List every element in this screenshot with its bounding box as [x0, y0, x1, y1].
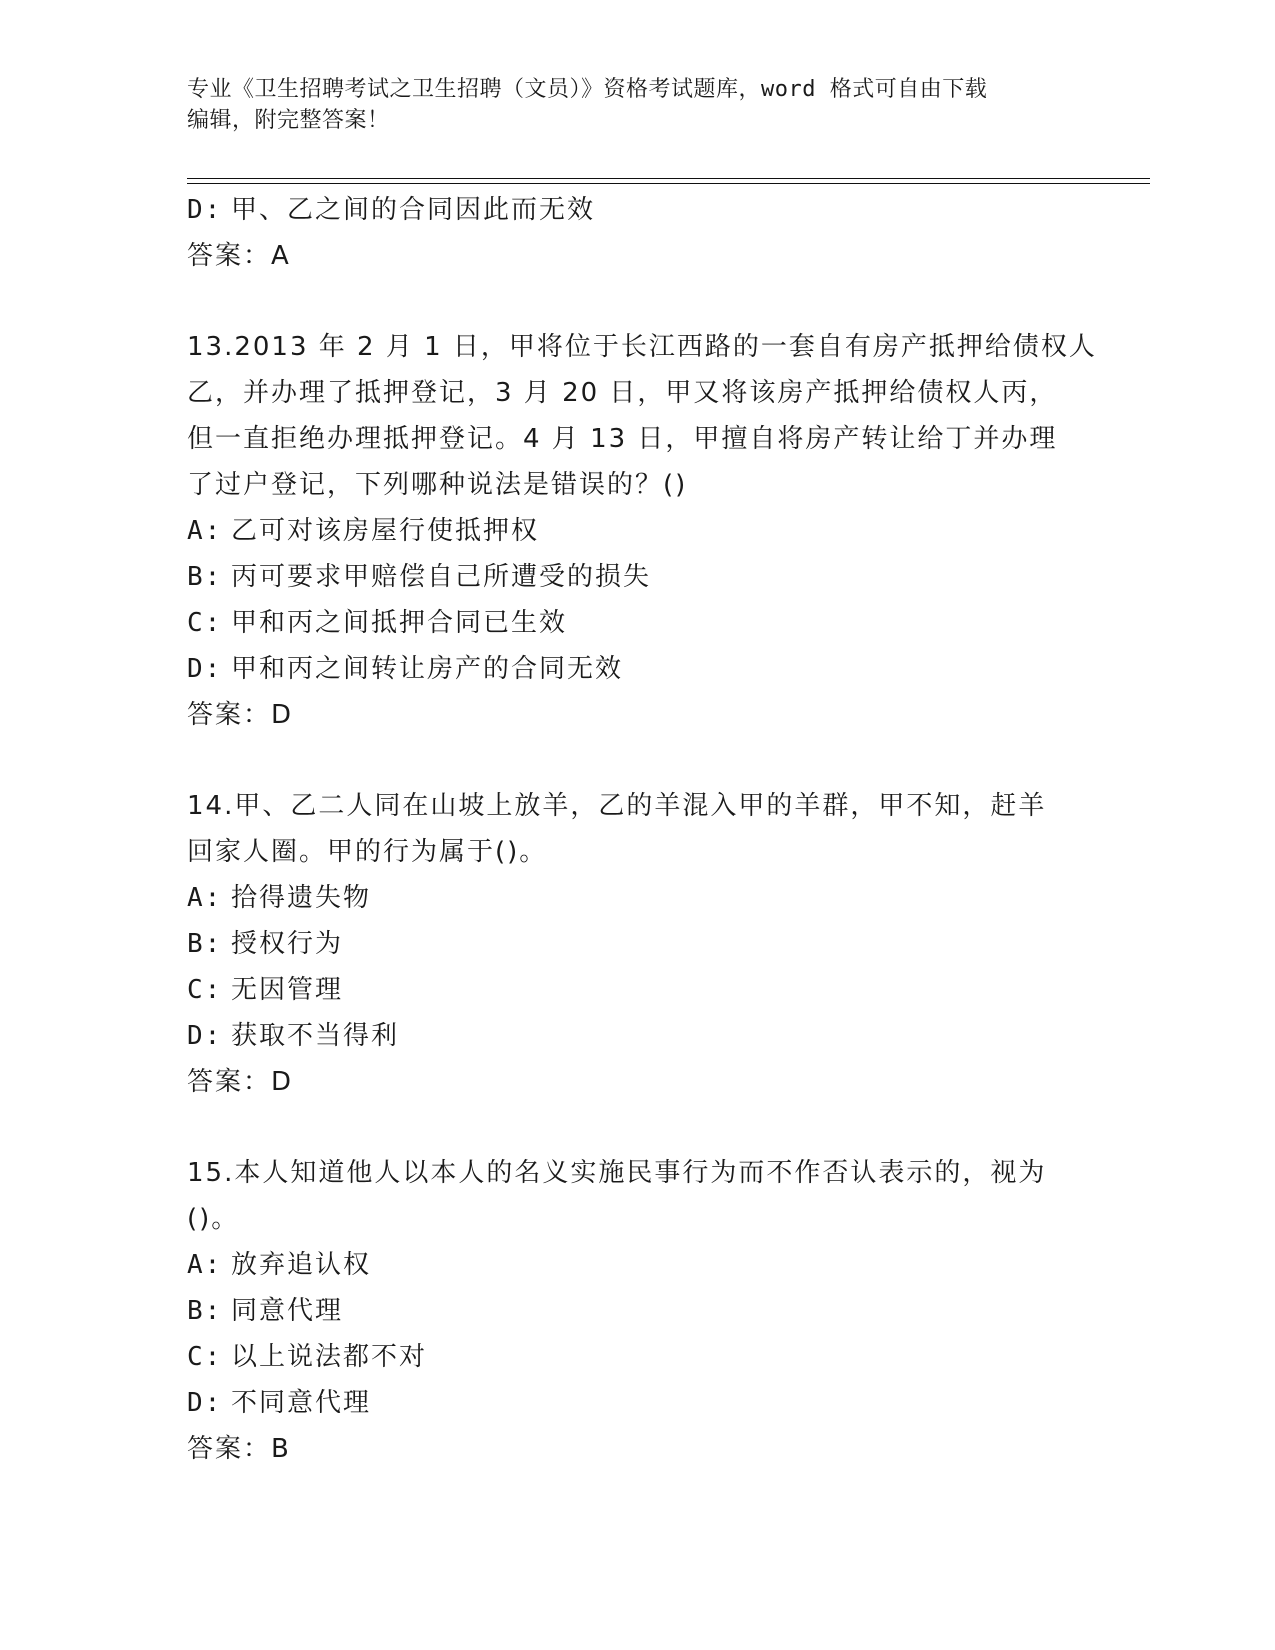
option-a — [187, 1242, 1087, 1288]
option-text: 获取不当得利 — [231, 1021, 400, 1051]
question-text-line: 乙，并办理了抵押登记，3 月 20 日，甲又将该房产抵押给债权人丙， — [187, 378, 1058, 408]
answer-line: 答案：A — [187, 241, 291, 271]
question-list — [187, 187, 1097, 1472]
option-text: 甲和丙之间抵押合同已生效 — [231, 608, 568, 638]
option-letter: A: — [187, 1250, 223, 1280]
question-text-line: 15.本人知道他人以本人的名义实施民事行为而不作否认表示的，视为 — [187, 1158, 1047, 1188]
option-a — [187, 875, 1087, 921]
option-c — [187, 600, 1087, 646]
question-text-line: 了过户登记，下列哪种说法是错误的？() — [187, 470, 688, 500]
question-text-line: 回家人圈。甲的行为属于()。 — [187, 837, 548, 867]
header-divider-bottom — [187, 183, 1150, 184]
option-c — [187, 1334, 1087, 1380]
option-text: 同意代理 — [231, 1296, 344, 1326]
option-c — [187, 967, 1087, 1013]
header-line-2: 编辑，附完整答案！ — [187, 108, 390, 133]
option-letter: C: — [187, 975, 223, 1005]
question-text-line: 14.甲、乙二人同在山坡上放羊，乙的羊混入甲的羊群，甲不知，赶羊 — [187, 791, 1047, 821]
question-14 — [187, 783, 1087, 1105]
option-text: 甲和丙之间转让房产的合同无效 — [231, 654, 624, 684]
option-b — [187, 554, 1087, 600]
question-15 — [187, 1150, 1087, 1472]
option-text: 放弃追认权 — [231, 1250, 372, 1280]
option-letter: B: — [187, 1296, 223, 1326]
question-text-line: 13.2013 年 2 月 1 日，甲将位于长江西路的一套自有房产抵押给债权人 — [187, 332, 1097, 362]
option-letter: C: — [187, 608, 223, 638]
option-text: 甲、乙之间的合同因此而无效 — [231, 195, 596, 225]
question-gap — [187, 1105, 1087, 1150]
question-gap — [187, 279, 1087, 324]
option-a — [187, 508, 1087, 554]
header-divider-top — [187, 178, 1150, 179]
option-text: 无因管理 — [231, 975, 344, 1005]
option-letter: B: — [187, 929, 223, 959]
answer-line: 答案：B — [187, 1434, 291, 1464]
answer-line: 答案：D — [187, 1067, 294, 1097]
option-text: 以上说法都不对 — [231, 1342, 428, 1372]
option-d — [187, 187, 1087, 233]
option-d — [187, 646, 1087, 692]
option-letter: D: — [187, 1388, 223, 1418]
option-letter: A: — [187, 516, 223, 546]
question-gap — [187, 738, 1087, 783]
option-text: 丙可要求甲赔偿自己所遭受的损失 — [231, 562, 652, 592]
header-line-1: 专业《卫生招聘考试之卫生招聘（文员）》资格考试题库，word 格式可自由下载 — [187, 77, 988, 102]
option-letter: D: — [187, 1021, 223, 1051]
question-text-line: ()。 — [187, 1204, 240, 1234]
option-text: 不同意代理 — [231, 1388, 372, 1418]
option-letter: B: — [187, 562, 223, 592]
page-header — [187, 74, 1087, 136]
option-letter: C: — [187, 1342, 223, 1372]
option-text: 乙可对该房屋行使抵押权 — [231, 516, 540, 546]
question-13 — [187, 324, 1097, 738]
option-b — [187, 921, 1087, 967]
option-letter: D: — [187, 654, 223, 684]
answer-line: 答案：D — [187, 700, 294, 730]
option-letter: D: — [187, 195, 223, 225]
question-text-line: 但一直拒绝办理抵押登记。4 月 13 日，甲擅自将房产转让给丁并办理 — [187, 424, 1058, 454]
option-b — [187, 1288, 1087, 1334]
option-text: 授权行为 — [231, 929, 344, 959]
option-text: 拾得遗失物 — [231, 883, 372, 913]
option-d — [187, 1380, 1087, 1426]
option-letter: A: — [187, 883, 223, 913]
option-d — [187, 1013, 1087, 1059]
